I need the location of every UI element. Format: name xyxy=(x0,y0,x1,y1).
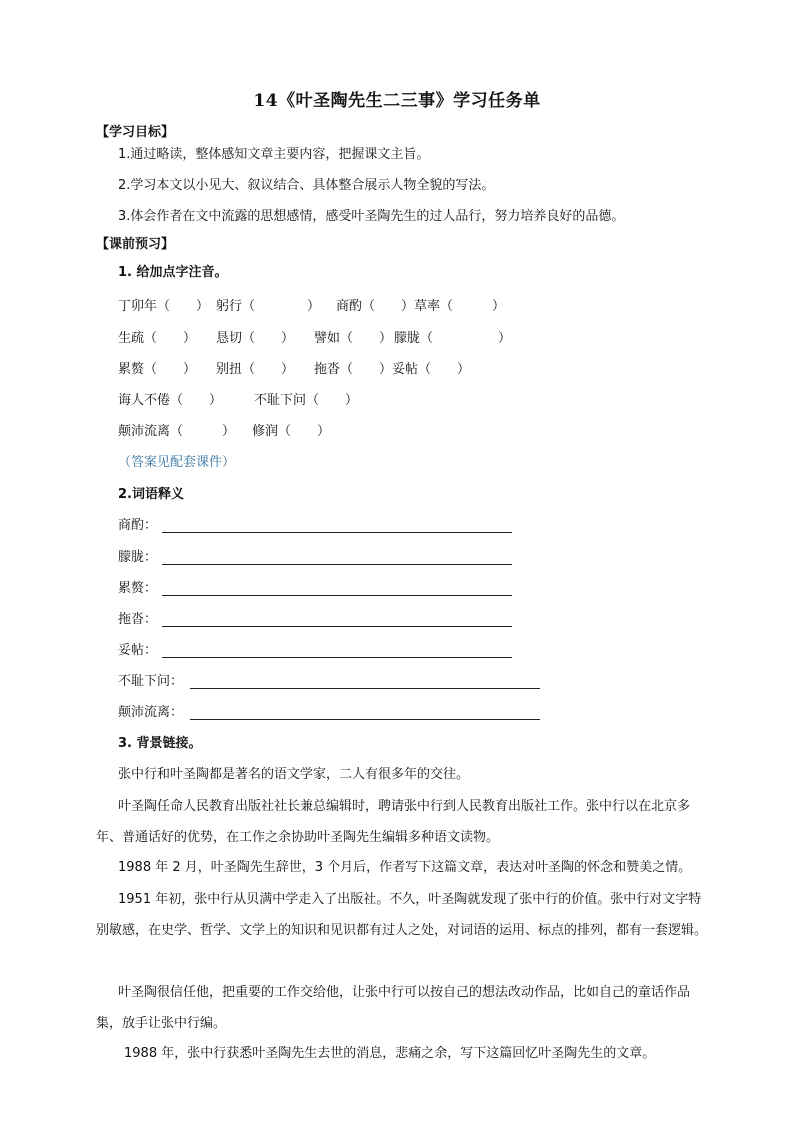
goal-item: 2.学习本文以小见大、叙议结合、具体整合展示人物全貌的写法。 xyxy=(118,178,495,193)
goal-item: 3.体会作者在文中流露的思想感情，感受叶圣陶先生的过人品行，努力培养良好的品德。 xyxy=(118,209,625,224)
term-label: 累赘： xyxy=(118,581,158,596)
background-paragraph: 叶圣陶任命人民教育出版社社长兼总编辑时，聘请张中行到人民教育出版社工作。张中行以在北京多年、普通话好的优势，在工作之余协助叶圣陶先生编辑多种语文读物。 xyxy=(96,799,691,845)
pinyin-item: 生疏（ ） xyxy=(118,331,197,346)
question-1-title: 1. 给加点字注音。 xyxy=(118,265,228,280)
question-2-title: 2.词语释义 xyxy=(118,487,184,502)
pinyin-item: 恳切（ ） xyxy=(216,331,295,346)
pinyin-item: 躬行（ ） xyxy=(216,299,321,314)
pinyin-item: 别扭（ ） xyxy=(216,362,295,377)
term-label: 朦胧： xyxy=(118,550,158,565)
answer-note: （答案见配套课件） xyxy=(118,455,236,470)
pinyin-item: 丁卯年（ ） xyxy=(118,299,210,314)
pinyin-item: 商酌（ ）草率（ ） xyxy=(336,299,506,314)
pinyin-item: 颠沛流离（ ） xyxy=(118,424,236,439)
answer-line[interactable] xyxy=(190,719,540,720)
answer-line[interactable] xyxy=(162,626,512,627)
background-paragraph: 1951 年初，张中行从贝满中学走入了出版社。不久，叶圣陶就发现了张中行的价值。张中行对文字特别敏感，在史学、哲学、文学上的知识和见识都有过人之处，对词语的运用、标点的排列，都有一套逻辑。 xyxy=(96,892,708,938)
preview-heading: 【课前预习】 xyxy=(96,237,175,252)
goal-item: 1.通过略读，整体感知文章主要内容，把握课文主旨。 xyxy=(118,147,430,162)
term-label: 拖沓： xyxy=(118,612,158,627)
background-paragraph: 张中行和叶圣陶都是著名的语文学家，二人有很多年的交往。 xyxy=(118,767,470,782)
background-paragraph: 1988 年 2 月，叶圣陶先生辞世，3 个月后，作者写下这篇文章，表达对叶圣陶的怀念和赞美之情。 xyxy=(118,860,692,875)
page-title: 14《叶圣陶先生二三事》学习任务单 xyxy=(253,91,541,111)
background-paragraph: 1988 年，张中行获悉叶圣陶先生去世的消息，悲痛之余，写下这篇回忆叶圣陶先生的文章。 xyxy=(124,1046,656,1061)
background-paragraph: 叶圣陶很信任他，把重要的工作交给他，让张中行可以按自己的想法改动作品，比如自己的童话作品集，放手让张中行编。 xyxy=(96,985,691,1031)
question-3-title: 3. 背景链接。 xyxy=(118,736,202,751)
term-label: 颠沛流离： xyxy=(118,705,184,720)
pinyin-item: 拖沓（ ）妥帖（ ） xyxy=(314,362,471,377)
pinyin-item: 修润（ ） xyxy=(252,424,331,439)
goals-heading: 【学习目标】 xyxy=(96,125,175,140)
pinyin-item: 诲人不倦（ ） xyxy=(118,393,223,408)
term-label: 不耻下问： xyxy=(118,674,184,689)
answer-line[interactable] xyxy=(162,532,512,533)
answer-line[interactable] xyxy=(162,564,512,565)
pinyin-item: 朦胧（ ） xyxy=(394,331,512,346)
pinyin-item: 譬如（ ） xyxy=(314,331,393,346)
pinyin-item: 不耻下问（ ） xyxy=(254,393,359,408)
answer-line[interactable] xyxy=(190,688,540,689)
term-label: 商酌： xyxy=(118,518,158,533)
pinyin-item: 累赘（ ） xyxy=(118,362,197,377)
answer-line[interactable] xyxy=(162,595,512,596)
term-label: 妥帖： xyxy=(118,643,158,658)
answer-line[interactable] xyxy=(162,657,512,658)
